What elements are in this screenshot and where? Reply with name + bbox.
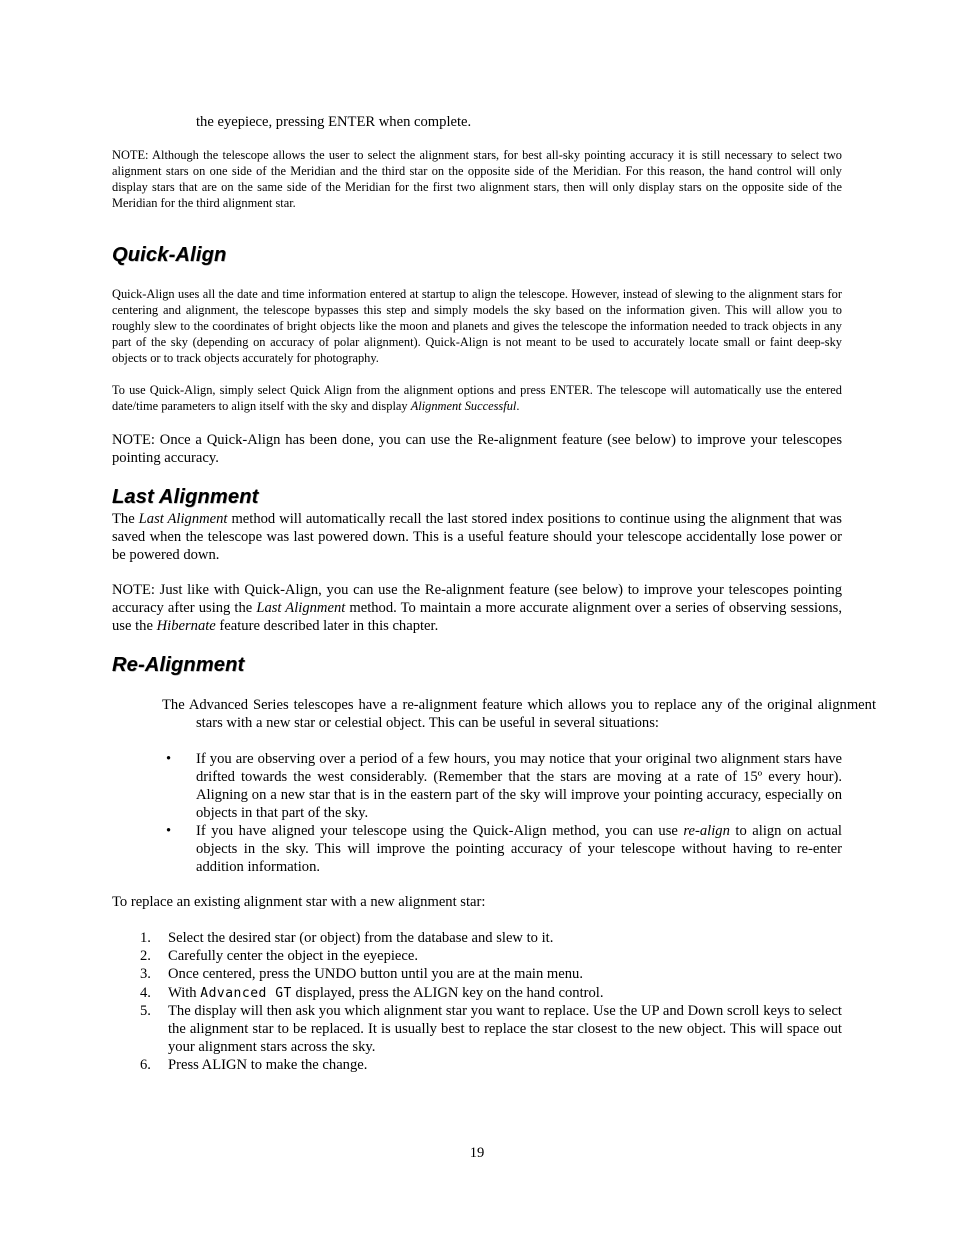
step-number: 1. [140, 930, 151, 946]
bullet-mark: • [166, 751, 172, 767]
list-item [140, 1056, 842, 1074]
quick-align-usage: To use Quick-Align, simply select Quick Align from the alignment options and press ENTER. The telescope will automatically use the entered date/time parameters to align itself with the sky and display Alignment Successful. [112, 383, 842, 413]
list-item [140, 965, 842, 983]
list-item [140, 1002, 842, 1056]
bullet-text: If you have aligned your telescope using the Quick-Align method, you can use re-align to align on actual objects in the sky. This will improve the pointing accuracy of your telescope without having to re-enter addition information. [196, 823, 842, 875]
intro-line: the eyepiece, pressing ENTER when complete. [196, 114, 472, 130]
last-alignment-paragraph: The Last Alignment method will automatically recall the last stored index positions to continue using the alignment that was saved when the telescope was last powered down. This is a useful feature should your telescope accidentally lose power or be powered down. [112, 511, 842, 563]
meridian-note: NOTE: Although the telescope allows the user to select the alignment stars, for best all-sky pointing accuracy it is still necessary to select two alignment stars on one side of the Meridian and the third star on the opposite side of the Meridian. For this reason, the hand control will only display stars that are on the same side of the Meridian for the first two alignment stars, then will only display stars on the opposite side of the Meridian for the third alignment star. [112, 148, 842, 210]
step-number: 5. [140, 1003, 151, 1019]
list-item [162, 750, 842, 822]
replace-star-intro: To replace an existing alignment star with a new alignment star: [112, 894, 486, 910]
list-item [140, 929, 842, 947]
step-text: With Advanced GT displayed, press the ALIGN key on the hand control. [168, 985, 604, 1001]
step-number: 6. [140, 1057, 151, 1073]
last-alignment-note: NOTE: Just like with Quick-Align, you can use the Re-alignment feature (see below) to improve your telescopes pointing accuracy after using the Last Alignment method. To maintain a more accurate alignment over a series of observing sessions, use the Hibernate feature described later in this chapter. [112, 582, 842, 634]
page-number: 19 [469, 1145, 485, 1161]
quick-align-paragraph: Quick-Align uses all the date and time information entered at startup to align the telescope. However, instead of slewing to the alignment stars for centering and alignment, the telescope bypasses this step and simply models the sky based on the information given. This will allow you to roughly slew to the coordinates of bright objects like the moon and planets and gives the telescope the information needed to track objects in any part of the sky (depending on accuracy of polar alignment). Quick-Align is not meant to be used to accurately locate small or faint deep-sky objects or to track objects accurately for photography. [112, 287, 842, 365]
lcd-display-text: Advanced GT [200, 986, 292, 1001]
bullet-mark: • [166, 823, 172, 839]
step-text: The display will then ask you which alignment star you want to replace. Use the UP and Down scroll keys to select the alignment star to be replaced. It is usually best to replace the star closest to the new object. This will space out your alignment stars across the sky. [168, 1003, 842, 1055]
list-item [140, 984, 842, 1003]
quick-align-note: NOTE: Once a Quick-Align has been done, you can use the Re-alignment feature (see below) to improve your telescopes pointing accuracy. [112, 432, 842, 466]
step-text: Press ALIGN to make the change. [168, 1057, 368, 1073]
step-text: Once centered, press the UNDO button until you are at the main menu. [168, 966, 583, 982]
step-number: 4. [140, 985, 151, 1001]
list-item [162, 822, 842, 876]
re-alignment-intro: The Advanced Series telescopes have a re-alignment feature which allows you to replace any of the original alignment stars with a new star or celestial object. This can be useful in several situations: [162, 697, 876, 731]
step-number: 3. [140, 966, 151, 982]
step-number: 2. [140, 948, 151, 964]
step-text: Carefully center the object in the eyepiece. [168, 948, 418, 964]
section-heading-last-alignment: Last Alignment [112, 486, 259, 508]
list-item [140, 947, 842, 965]
section-heading-quick-align: Quick-Align [112, 244, 227, 266]
step-text: Select the desired star (or object) from the database and slew to it. [168, 930, 554, 946]
bullet-text: If you are observing over a period of a few hours, you may notice that your original two alignment stars have drifted towards the west considerably. (Remember that the stars are moving at a rate of 15º every hour). Aligning on a new star that is in the eastern part of the sky will improve your pointing accuracy, especially on objects in that part of the sky. [196, 751, 842, 821]
section-heading-re-alignment: Re-Alignment [112, 654, 245, 676]
